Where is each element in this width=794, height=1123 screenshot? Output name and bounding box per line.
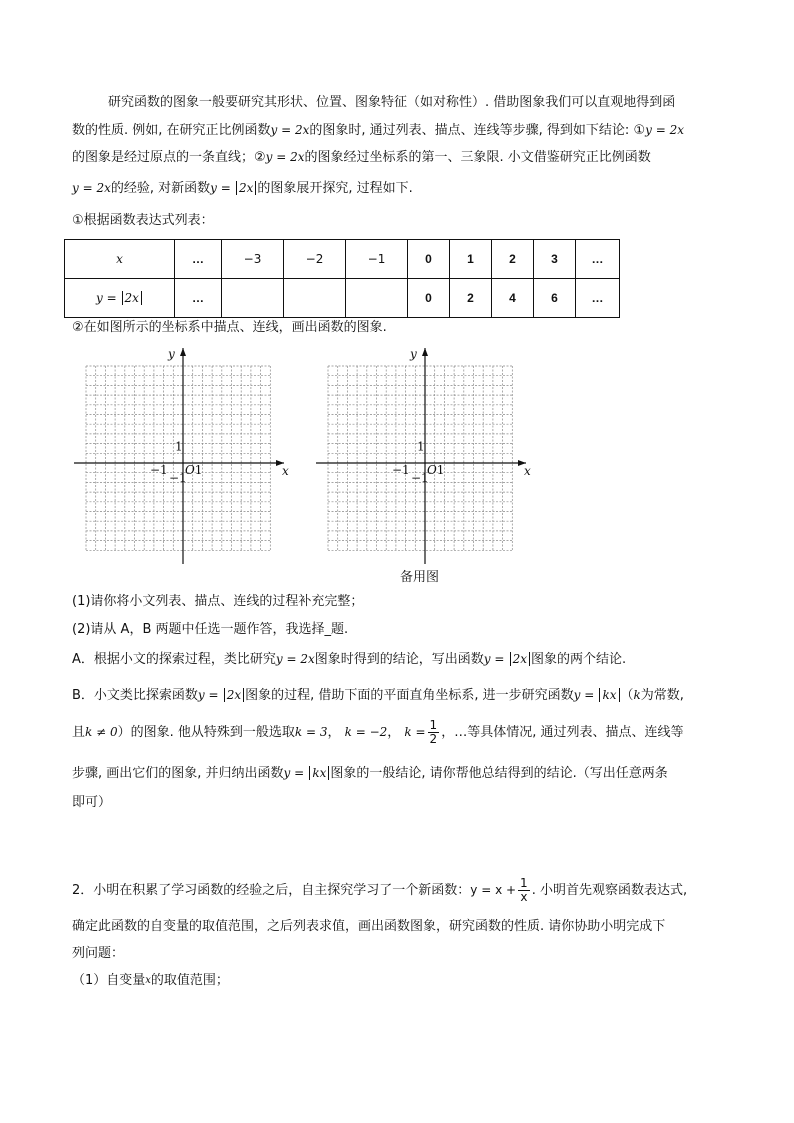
option-b-text-3b: 图象的一般结论, 请你帮他总结得到的结论.（写出任意两条 bbox=[330, 766, 668, 781]
option-b-text-3a: 步骤, 画出它们的图象, 并归纳出函数 bbox=[72, 766, 284, 781]
paren-open: （ bbox=[620, 688, 634, 703]
tick-label: −1 bbox=[411, 471, 429, 485]
option-b-text-1a: B．小文类比探索函数 bbox=[72, 688, 198, 703]
coordinate-grid-backup bbox=[312, 342, 537, 568]
value-table bbox=[64, 239, 620, 318]
table-cell: 3 bbox=[534, 240, 576, 279]
option-a-text-3: 图象的两个结论. bbox=[531, 652, 627, 667]
intro-text-2b: 的图象时, 通过列表、描点、连线等步骤, 得到如下结论: ① bbox=[309, 123, 646, 138]
table-cell: −1 bbox=[346, 240, 408, 279]
intro-text-4a: 的经验, 对新函数 bbox=[110, 181, 211, 196]
y-axis-label: y bbox=[410, 347, 417, 361]
equation-y-2x: y = 2x bbox=[265, 150, 305, 164]
intro-text-3b: 的图象经过坐标系的第一、三象限. 小文借鉴研究正比例函数 bbox=[304, 150, 651, 165]
k-not-zero: k ≠ 0 bbox=[85, 725, 118, 739]
intro-line-3 bbox=[72, 147, 732, 168]
table-cell-blank bbox=[284, 279, 346, 318]
problem-2-text-4a: （1）自变量 bbox=[72, 973, 146, 988]
abs-kx: kx bbox=[599, 688, 619, 702]
option-b-text-2c: ，…等具体情况, 通过列表、描点、连线等 bbox=[441, 725, 684, 740]
option-b-line-3 bbox=[72, 763, 732, 784]
option-b-text-2a: 且 bbox=[72, 725, 86, 740]
fraction-one-half bbox=[428, 719, 440, 746]
intro-line-4 bbox=[72, 178, 732, 199]
y-equals: y = bbox=[197, 688, 219, 702]
problem-2-text-4b: 的取值范围； bbox=[150, 973, 229, 988]
intro-text-1: 研究函数的图象一般要研究其形状、位置、图象特征（如对称性）. 借助图象我们可以直观地得到函 bbox=[108, 95, 676, 110]
tick-label: −1 bbox=[150, 463, 168, 477]
table-cell: … bbox=[576, 279, 620, 318]
k-equals-neg2: k = −2 bbox=[344, 725, 388, 739]
intro-text-4b: 的图象展开探究, 过程如下. bbox=[257, 181, 413, 196]
origin-label: O bbox=[427, 463, 437, 477]
option-b-text-1d: 为常数, bbox=[640, 688, 684, 703]
k-variable: k bbox=[633, 688, 641, 702]
tick-label: −1 bbox=[392, 463, 410, 477]
option-a-text-1: A．根据小文的探索过程，类比研究 bbox=[72, 652, 276, 667]
x-axis-label: x bbox=[282, 464, 289, 478]
x-axis-label: x bbox=[524, 464, 531, 478]
table-cell: 6 bbox=[534, 279, 576, 318]
equation-y-2x: y = 2x bbox=[275, 652, 315, 666]
option-b-line-4: 即可） bbox=[72, 795, 112, 810]
abs-2x: 2x bbox=[236, 181, 256, 195]
intro-text-3a: 的图象是经过原点的一条直线；② bbox=[72, 150, 266, 165]
intro-line-1 bbox=[108, 93, 768, 113]
table-cell-blank bbox=[222, 279, 284, 318]
y-equals: y = bbox=[96, 291, 117, 305]
problem-2-text-1b: . 小明首先观察函数表达式, bbox=[531, 883, 688, 898]
origin-label: O bbox=[185, 463, 195, 477]
table-cell: 2 bbox=[492, 240, 534, 279]
y-equals: y = bbox=[483, 652, 505, 666]
intro-text-2a: 数的性质. 例如, 在研究正比例函数 bbox=[72, 123, 271, 138]
intro-line-2 bbox=[72, 120, 732, 141]
y-equals: y = bbox=[573, 688, 595, 702]
equation-prefix: y = bbox=[210, 181, 231, 195]
k-equals-3: k = 3 bbox=[294, 725, 328, 739]
step2-label: ②在如图所示的坐标系中描点、连线，画出函数的图象. bbox=[72, 320, 387, 335]
option-b-line-2: 且k ≠ 0）的图象. 他从特殊到一般选取k = 3， k = −2， k = $\frac{1}{2}$ ，…等具体情况, 通过列表、描点、连线等 bbox=[72, 718, 684, 746]
table-cell-blank bbox=[346, 279, 408, 318]
tick-label: 1 bbox=[194, 463, 203, 477]
y-equals: y = bbox=[283, 766, 305, 780]
table-cell: 2 bbox=[450, 279, 492, 318]
table-cell: −2 bbox=[284, 240, 346, 279]
question-2: (2)请从 A，B 两题中任选一题作答，我选择_题. bbox=[72, 622, 349, 637]
fraction-numerator: 1 bbox=[520, 876, 528, 890]
table-row-y bbox=[65, 279, 620, 318]
coordinate-grid bbox=[70, 342, 295, 568]
problem-2-line-3: 列问题： bbox=[72, 946, 125, 961]
table-cell: 0 bbox=[408, 279, 450, 318]
y-axis-label: y bbox=[168, 347, 175, 361]
option-b-line-1 bbox=[72, 685, 732, 706]
tick-label: 1 bbox=[175, 439, 183, 454]
table-cell: 1 bbox=[450, 240, 492, 279]
x-variable: x bbox=[145, 975, 151, 986]
k-equals: k = bbox=[404, 725, 426, 739]
equation-y-2x: y = 2x bbox=[72, 181, 111, 195]
y-axis-arrow bbox=[180, 348, 186, 356]
option-a-text-2: 图象时得到的结论，写出函数 bbox=[314, 652, 484, 667]
option-b-text-1b: 图象的过程, 借助下面的平面直角坐标系, 进一步研究函数 bbox=[245, 688, 574, 703]
table-cell: … bbox=[175, 240, 222, 279]
question-1: (1)请你将小文列表、描点、连线的过程补充完整； bbox=[72, 594, 364, 609]
equation-y-x-plus: y = x + bbox=[470, 883, 517, 897]
backup-figure-label: 备用图 bbox=[400, 570, 440, 585]
problem-2-line-2: 确定此函数的自变量的取值范围，之后列表求值，画出函数图象，研究函数的性质. 请你协助小明完成下 bbox=[72, 919, 666, 934]
fraction-denominator: 2 bbox=[429, 732, 438, 746]
table-cell: … bbox=[576, 240, 620, 279]
equation-y-2x: y = 2x bbox=[645, 123, 684, 137]
table-header-x: x bbox=[65, 240, 175, 279]
table-cell: −3 bbox=[222, 240, 284, 279]
tick-label: 1 bbox=[436, 463, 445, 477]
problem-2-line-1 bbox=[72, 877, 732, 904]
abs-2x: 2x bbox=[224, 688, 244, 702]
y-axis-arrow bbox=[422, 348, 428, 356]
table-cell: … bbox=[175, 279, 222, 318]
table-header-y bbox=[65, 279, 175, 318]
fraction-denominator: x bbox=[520, 890, 528, 904]
abs-2x: 2x bbox=[122, 291, 142, 305]
option-a bbox=[72, 649, 732, 670]
table-cell: 0 bbox=[408, 240, 450, 279]
abs-2x: 2x bbox=[510, 652, 530, 666]
abs-kx: kx bbox=[309, 766, 329, 780]
problem-2-text-1a: 2．小明在积累了学习函数的经验之后，自主探究学习了一个新函数： bbox=[72, 883, 471, 898]
tick-label: 1 bbox=[417, 439, 425, 454]
problem-2-line-4 bbox=[72, 971, 732, 991]
fraction-numerator: 1 bbox=[429, 718, 438, 732]
fraction-one-over-x bbox=[518, 877, 530, 904]
tick-label: −1 bbox=[169, 471, 187, 485]
table-cell: 4 bbox=[492, 279, 534, 318]
equation-y-2x: y = 2x bbox=[270, 123, 310, 137]
table-row-x bbox=[65, 240, 620, 279]
option-b-text-2b: ）的图象. 他从特殊到一般选取 bbox=[117, 725, 295, 740]
step1-label: ①根据函数表达式列表： bbox=[72, 213, 214, 228]
